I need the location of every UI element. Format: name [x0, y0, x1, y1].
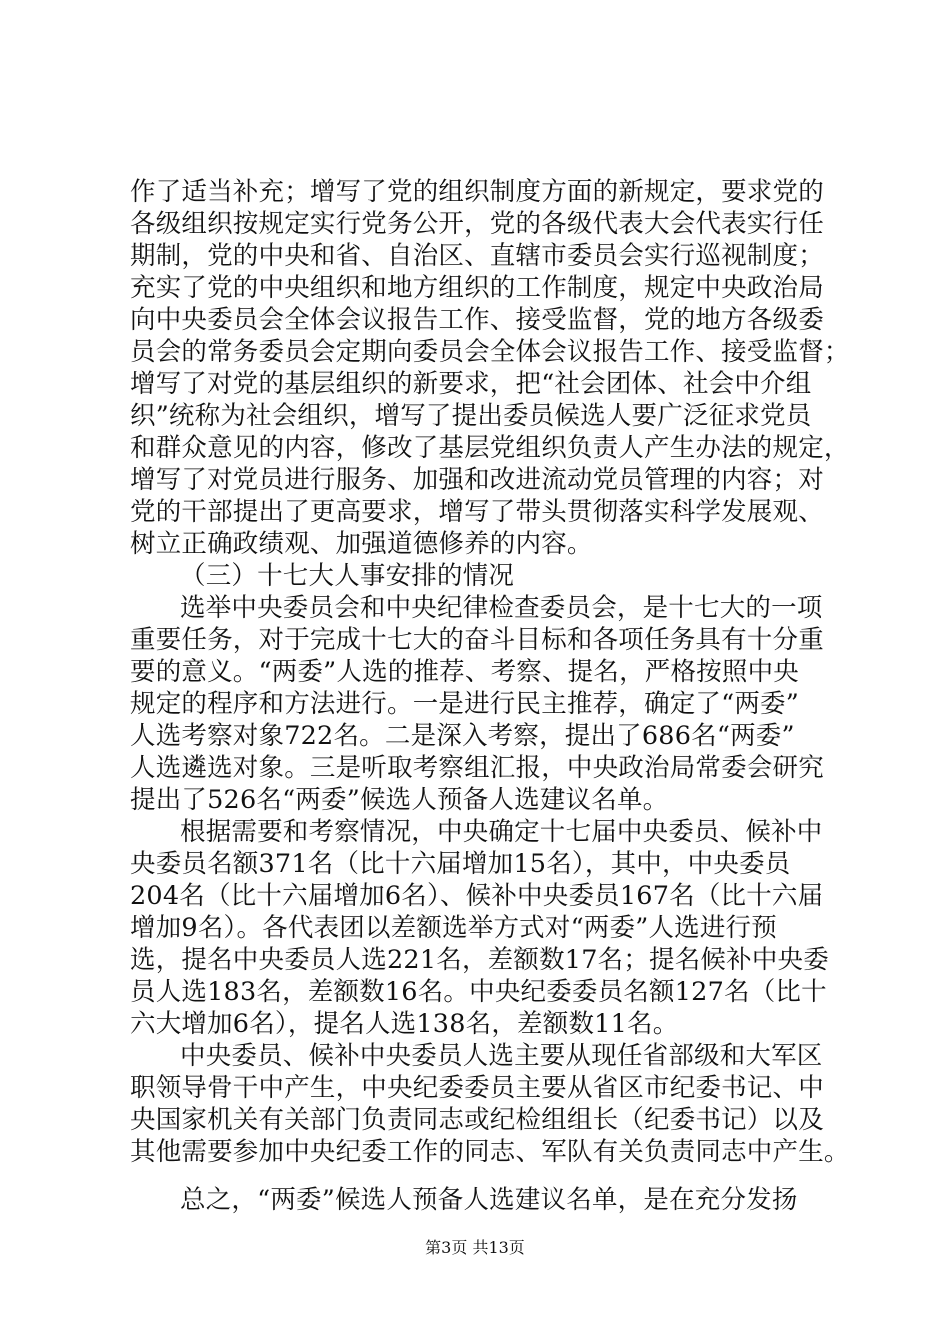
text-line: 央国家机关有关部门负责同志或纪检组组长（纪委书记）以及	[130, 1105, 824, 1135]
text-line: 树立正确政绩观、加强道德修养的内容。	[130, 529, 593, 559]
text-line: 织”统称为社会组织，增写了提出委员候选人要广泛征求党员	[130, 401, 812, 431]
text-line: 员人选183名，差额数16名。中央纪委委员名额127名（比十	[130, 977, 827, 1007]
text-line: 重要任务，对于完成十七大的奋斗目标和各项任务具有十分重	[130, 625, 824, 655]
text-line: 作了适当补充；增写了党的组织制度方面的新规定，要求党的	[130, 177, 824, 207]
text-line: 根据需要和考察情况，中央确定十七届中央委员、候补中	[180, 817, 823, 847]
text-line: 选，提名中央委员人选221名，差额数17名；提名候补中央委	[130, 945, 829, 975]
text-line: 增写了对党的基层组织的新要求，把“社会团体、社会中介组	[130, 369, 812, 399]
text-line: 职领导骨干中产生，中央纪委委员主要从省区市纪委书记、中	[130, 1073, 824, 1103]
text-line: 期制，党的中央和省、自治区、直辖市委员会实行巡视制度；	[130, 241, 824, 271]
text-line: 规定的程序和方法进行。一是进行民主推荐，确定了“两委”	[130, 689, 799, 719]
text-line: 和群众意见的内容，修改了基层党组织负责人产生办法的规定，	[130, 433, 850, 463]
section-heading: （三）十七大人事安排的情况	[180, 561, 515, 591]
text-line: 要的意义。“两委”人选的推荐、考察、提名，严格按照中央	[130, 657, 799, 687]
text-line: 总之，“两委”候选人预备人选建议名单，是在充分发扬	[180, 1185, 798, 1215]
text-line: 其他需要参加中央纪委工作的同志、军队有关负责同志中产生。	[130, 1137, 850, 1167]
text-line: 增加9名）。各代表团以差额选举方式对“两委”人选进行预	[130, 913, 777, 943]
text-line: 204名（比十六届增加6名）、候补中央委员167名（比十六届	[130, 881, 824, 911]
text-line: 充实了党的中央组织和地方组织的工作制度，规定中央政治局	[130, 273, 824, 303]
text-line: 各级组织按规定实行党务公开，党的各级代表大会代表实行任	[130, 209, 824, 239]
text-line: 中央委员、候补中央委员人选主要从现任省部级和大军区	[180, 1041, 823, 1071]
text-line: 增写了对党员进行服务、加强和改进流动党员管理的内容；对	[130, 465, 824, 495]
text-line: 人选遴选对象。三是听取考察组汇报，中央政治局常委会研究	[130, 753, 824, 783]
text-line: 六大增加6名），提名人选138名，差额数11名。	[130, 1009, 679, 1039]
text-line: 员会的常务委员会定期向委员会全体会议报告工作、接受监督；	[130, 337, 850, 367]
text-line: 选举中央委员会和中央纪律检查委员会，是十七大的一项	[180, 593, 823, 623]
text-line: 央委员名额371名（比十六届增加15名），其中，中央委员	[130, 849, 791, 879]
text-line: 人选考察对象722名。二是深入考察，提出了686名“两委”	[130, 721, 795, 751]
text-line: 提出了526名“两委”候选人预备人选建议名单。	[130, 785, 669, 815]
text-line: 党的干部提出了更高要求，增写了带头贯彻落实科学发展观、	[130, 497, 824, 527]
text-line: 向中央委员会全体会议报告工作、接受监督，党的地方各级委	[130, 305, 824, 335]
page-number-footer: 第3页 共13页	[425, 1238, 525, 1257]
